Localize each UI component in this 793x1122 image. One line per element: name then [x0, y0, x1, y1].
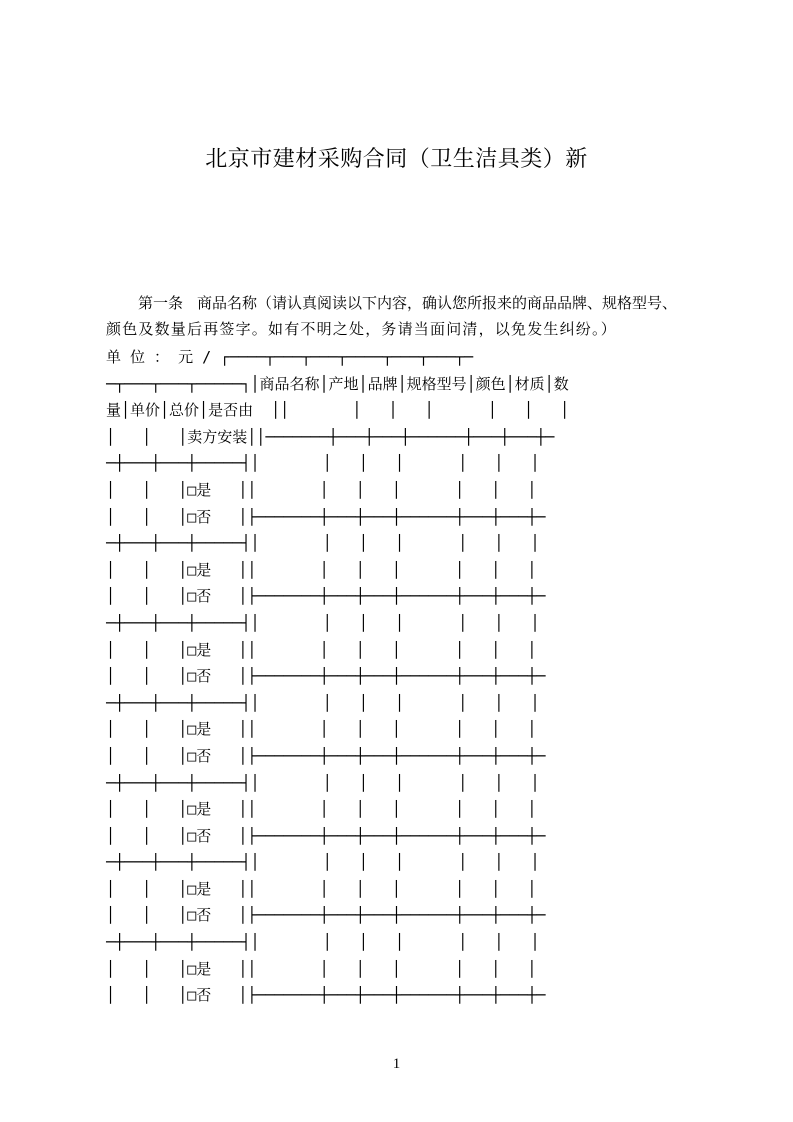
table-art-line: ─┼───┼───┼─────┤│ │ │ │ │ │ │: [106, 534, 540, 553]
table-art-line: 单 位 ： 元 / ┌────┬───┬───┬────┬───┬───┬─: [106, 348, 474, 366]
table-art-line: │ │ │□否 │├───────┼───┼───┼──────┼───┼───┼─: [106, 746, 546, 765]
table-art-line: │ │ │□否 │├───────┼───┼───┼──────┼───┼───┼─: [106, 826, 546, 845]
table-art-line: 量│单价│总价│是否由 ││ │ │ │ │ │ │: [106, 401, 570, 420]
table-art-line: │ │ │□否 │├───────┼───┼───┼──────┼───┼───┼─: [106, 906, 546, 925]
document-title: 北京市建材采购合同（卫生洁具类）新: [205, 147, 588, 172]
section-text-line-1: 商品名称（请认真阅读以下内容，确认您所报来的商品品牌、规格型号、: [197, 294, 678, 312]
table-art-line: ─┼───┼───┼─────┤│ │ │ │ │ │ │: [106, 454, 540, 473]
page-number: 1: [392, 1056, 401, 1072]
table-art-line: │ │ │卖方安装││───────┼───┼───┼──────┼───┼───┼─: [106, 427, 555, 446]
table-art-line: │ │ │□是 ││ │ │ │ │ │ │: [106, 959, 537, 978]
table-art-line: │ │ │□是 ││ │ │ │ │ │ │: [106, 879, 537, 898]
table-art-line: ─┼───┼───┼─────┤│ │ │ │ │ │ │: [106, 773, 540, 792]
table-art-line: ─┼───┼───┼─────┤│ │ │ │ │ │ │: [106, 693, 540, 712]
table-art-line: │ │ │□是 ││ │ │ │ │ │ │: [106, 640, 537, 659]
table-art-line: │ │ │□否 │├───────┼───┼───┼──────┼───┼───┼─: [106, 507, 546, 526]
section-1-line-1: [106, 292, 706, 313]
table-art-line: ─┬───┬───┬─────┐│商品名称│产地│品牌│规格型号│颜色│材质│数: [106, 374, 569, 393]
table-art-line: │ │ │□否 │├───────┼───┼───┼──────┼───┼───┼─: [106, 986, 546, 1005]
product-table-text-art: [106, 344, 706, 1009]
table-art-line: ─┼───┼───┼─────┤│ │ │ │ │ │ │: [106, 613, 540, 632]
section-text-line-2: 颜色及数量后再签字。如有不明之处，务请当面问清，以免发生纠纷。）: [106, 320, 617, 338]
table-art-line: │ │ │□否 │├───────┼───┼───┼──────┼───┼───┼─: [106, 587, 546, 606]
table-art-line: │ │ │□是 ││ │ │ │ │ │ │: [106, 560, 537, 579]
table-art-line: │ │ │□是 ││ │ │ │ │ │ │: [106, 480, 537, 499]
table-art-line: ─┼───┼───┼─────┤│ │ │ │ │ │ │: [106, 853, 540, 872]
table-art-line: ─┼───┼───┼─────┤│ │ │ │ │ │ │: [106, 933, 540, 952]
table-art-line: │ │ │□是 ││ │ │ │ │ │ │: [106, 720, 537, 739]
section-number: 第一条: [138, 294, 184, 312]
table-art-line: │ │ │□是 ││ │ │ │ │ │ │: [106, 800, 537, 819]
table-art-line: │ │ │□否 │├───────┼───┼───┼──────┼───┼───┼─: [106, 667, 546, 686]
